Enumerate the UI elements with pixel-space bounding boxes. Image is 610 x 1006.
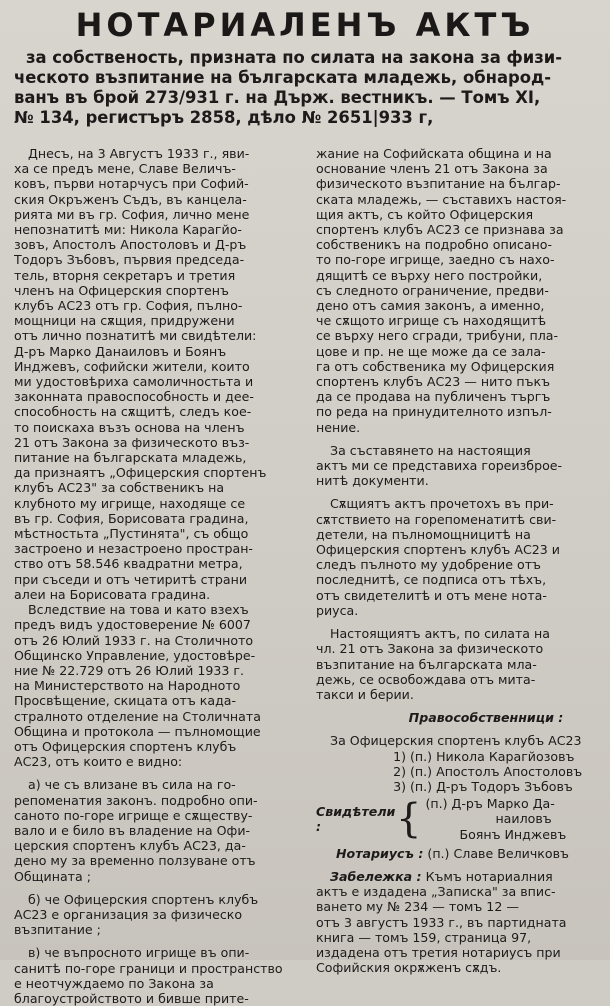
text-line: собственикъ на подробно описано-	[316, 237, 553, 253]
witnesses-list	[425, 796, 566, 842]
text-line: алеи на Борисовата градина.	[14, 586, 211, 602]
text-line: възпитание на българската мла-	[316, 656, 537, 672]
notary-line	[316, 846, 596, 861]
text-line: застроено и незастроено простран-	[14, 541, 253, 557]
text-line: при съседи и отъ четиритѣ страни	[14, 571, 248, 587]
witness-line: (п.) Д-ръ Марко Да-	[425, 796, 555, 812]
note-first-line	[316, 869, 596, 884]
text-line: на Министерството на Народното	[14, 678, 241, 694]
body-columns	[14, 146, 596, 1006]
text-line: ския Окръженъ Съдъ, въ канцела-	[14, 191, 247, 207]
text-line: основание членъ 21 отъ Закона за	[316, 161, 548, 177]
text-line: саното по-горе игрище е сѫществу-	[14, 807, 253, 823]
subtitle-line: № 134, регистъръ 2858, дѣло № 2651|933 г,	[14, 108, 434, 127]
text-line: е неотчуждаемо по Закона за	[14, 975, 214, 991]
right-column-text	[316, 146, 596, 702]
note-line: Софийския окрѫженъ сѫдъ.	[316, 960, 502, 976]
note-label: Забележка :	[330, 868, 422, 884]
text-line: клубното му игрище, находяще се	[14, 495, 246, 511]
text-line: способность на сѫщитѣ, следъ кое-	[14, 404, 252, 420]
text-line: да признаятъ „Офицерския спортенъ	[14, 465, 267, 481]
text-line: законната правоспособность и дее-	[14, 389, 254, 405]
text-line: Д-ръ Марко Данаиловъ и Боянъ	[14, 343, 227, 359]
document-title: НОТАРИАЛЕНЪ АКТЪ	[75, 6, 535, 44]
owner-number: 1)	[393, 748, 406, 764]
text-line: се върху него сгради, трибуни, пла-	[316, 328, 559, 344]
text-line: членъ на Офицерския спортенъ	[14, 282, 229, 298]
owner-line	[386, 749, 596, 764]
left-column	[14, 146, 294, 1006]
text-line: то поискаха възъ основа на членъ	[14, 419, 245, 435]
text-line: За съставянето на настоящия	[330, 442, 531, 458]
note-block	[316, 869, 596, 975]
text-line: спортенъ клубъ АС23 се признава за	[316, 222, 564, 238]
text-line: дено отъ самия законъ, а именно,	[316, 298, 545, 314]
text-line: Тодоръ Зъбовъ, първия председа-	[14, 252, 245, 268]
text-line: в) че въпросното игрище въ опи-	[28, 945, 250, 961]
subtitle-line: ческото възпитание на българската младежь, обнарод-	[14, 68, 552, 87]
owners-block	[316, 710, 596, 794]
text-line: да се продава на публиченъ търгъ	[316, 389, 551, 405]
text-line: рията ми въ гр. София, лично мене	[14, 206, 250, 222]
text-line: следъ пълното му удобрение отъ	[316, 557, 541, 573]
text-line: репоменатия законъ. подробно опи-	[14, 792, 258, 808]
text-line: нение.	[316, 419, 361, 435]
text-line: стралното отделение на Столичната	[14, 708, 261, 724]
text-line: въ гр. София, Борисовата градина,	[14, 510, 249, 526]
text-line: санитѣ по-горе граници и пространство	[14, 960, 283, 976]
text-line: последнитѣ, се подписа отъ тѣхъ,	[316, 572, 547, 588]
note-line: Къмъ нотариалния	[425, 868, 553, 884]
text-line: предъ видъ удостоверение № 6007	[14, 617, 251, 633]
text-line: ха се предъ мене, Славе Величъ-	[14, 161, 236, 177]
text-line: непознатитѣ ми: Никола Карагйо-	[14, 222, 242, 238]
text-line: Офицерския спортенъ клубъ АС23 и	[316, 542, 560, 558]
text-line: зовъ, Апостолъ Апостоловъ и Д-ръ	[14, 237, 247, 253]
text-line: б) че Офицерския спортенъ клубъ	[28, 891, 259, 907]
owner-line	[386, 779, 596, 794]
text-line: сѫтствието на горепоменатитѣ сви-	[316, 511, 557, 527]
text-line: мѣстностьта „Пустинята", съ общо	[14, 526, 249, 542]
right-column	[316, 146, 596, 1006]
text-line: съ следното ограничение, предви-	[316, 282, 549, 298]
text-line: Настоящиятъ актъ, по силата на	[330, 626, 550, 642]
text-line: цове и пр. не ще може да се зала-	[316, 343, 546, 359]
text-line: благоустройството и бивше прите-	[14, 990, 249, 1006]
text-line: възпитание ;	[14, 922, 101, 938]
text-line: церския спортенъ клубъ АС23, да-	[14, 838, 246, 854]
text-line: га отъ собственика му Офицерския	[316, 358, 555, 374]
text-line: чл. 21 отъ Закона за физическото	[316, 641, 544, 657]
text-line: а) че съ влизане въ сила на го-	[28, 777, 236, 793]
text-line: ние № 22.729 отъ 26 Юлий 1933 г.	[14, 662, 245, 678]
text-line: ми удостовѣриха самоличностьта и	[14, 374, 254, 390]
text-line: Общинско Управление, удостовѣре-	[14, 647, 256, 663]
text-line: дежь, се освобождава отъ мита-	[316, 671, 536, 687]
text-line: дящитѣ се върху него постройки,	[316, 267, 543, 283]
text-line: клубъ АС23" за собственикъ на	[14, 480, 225, 496]
note-line: актъ е издадена „Записка" за впис-	[316, 884, 556, 900]
owner-line	[386, 764, 596, 779]
text-line: спортенъ клубъ АС23 — нито пъкъ	[316, 374, 550, 390]
text-line: щия актъ, съ който Офицерския	[316, 206, 534, 222]
text-line: АС23, отъ които е видно:	[14, 754, 183, 770]
text-line: Сѫщиятъ актъ прочетохъ въ при-	[330, 496, 554, 512]
text-line: отъ лично познатитѣ ми свидѣтели:	[14, 328, 257, 344]
text-line: Община и протокола — пълномощие	[14, 723, 261, 739]
text-line: Просвѣщение, скицата отъ када-	[14, 693, 237, 709]
text-line: такси и берии.	[316, 686, 414, 702]
owner-number: 2)	[393, 763, 406, 779]
notary-value: (п.) Славе Величковъ	[427, 845, 569, 861]
text-line: отъ свидетелитѣ и отъ мене нота-	[316, 587, 547, 603]
text-line: Общината ;	[14, 868, 91, 884]
owner-number: 3)	[393, 778, 406, 794]
brace-glyph: {	[396, 795, 422, 842]
witness-line: Боянъ Инджевъ	[459, 826, 567, 842]
text-line: ство отъ 58.546 квадратни метра,	[14, 556, 243, 572]
document-subtitle	[14, 48, 596, 128]
text-line: Вследствие на това и като взехъ	[28, 602, 249, 618]
text-line: риуса.	[316, 602, 359, 618]
owners-for-line: За Офицерския спортенъ клубъ АС23	[330, 733, 582, 749]
text-line: отъ 26 Юлий 1933 г. на Столичното	[14, 632, 254, 648]
text-line: АС23 е организация за физическо	[14, 906, 243, 922]
text-line: 21 отъ Закона за физическото въз-	[14, 434, 250, 450]
subtitle-line: ванъ въ брой 273/931 г. на Държ. вестникъ. — Томъ XI,	[14, 88, 541, 107]
text-line: клубъ АС23 отъ гр. София, пълно-	[14, 298, 243, 314]
text-line: актъ ми се представиха гореизброе-	[316, 458, 563, 474]
text-line: тель, вторня секретаръ и третия	[14, 267, 236, 283]
text-line: мощници на сѫщия, придружени	[14, 313, 235, 329]
witness-line: наиловъ	[495, 811, 552, 827]
witnesses-label: Свидѣтели :	[316, 803, 396, 834]
text-line: питание на българската младежь,	[14, 450, 247, 466]
text-line: отъ Офицерския спортенъ клубъ	[14, 738, 237, 754]
text-line: дено му за временно ползуване отъ	[14, 853, 256, 869]
text-line: детели, на пълномощницитѣ на	[316, 526, 531, 542]
note-line: ването му № 234 — томъ 12 —	[316, 899, 519, 915]
subtitle-line: за собственость, призната по силата на закона за физи-	[26, 48, 563, 67]
text-line: вало и е било въ владение на Офи-	[14, 822, 251, 838]
text-line: жание на Софийската община и на	[316, 146, 552, 161]
notary-label: Нотариусъ :	[336, 845, 424, 861]
text-line: по реда на принудителното изпъл-	[316, 404, 552, 420]
note-line: издадена отъ третия нотариусъ при	[316, 944, 561, 960]
witnesses-block	[316, 796, 596, 842]
owners-list	[316, 749, 596, 795]
text-line: ската младежь, — съставихъ настоя-	[316, 191, 567, 207]
text-line: нитѣ документи.	[316, 473, 429, 489]
owner-name: (п.) Никола Карагйозовъ	[410, 748, 575, 764]
owners-heading: Правособственници :	[408, 710, 564, 726]
text-line: ковъ, първи нотарчусъ при Софий-	[14, 176, 249, 192]
note-line: отъ 3 августъ 1933 г., въ партидната	[316, 914, 567, 930]
note-line: книга — томъ 159, страница 97,	[316, 929, 532, 945]
text-line: Инджевъ, софийски жители, които	[14, 358, 250, 374]
text-line: Днесъ, на 3 Августъ 1933 г., яви-	[28, 146, 250, 161]
owner-name: (п.) Д-ръ Тодоръ Зъбовъ	[410, 778, 573, 794]
owner-name: (п.) Апостолъ Апостоловъ	[410, 763, 583, 779]
text-line: физическото възпитание на българ-	[316, 176, 561, 192]
text-line: то по-горе игрище, заедно съ нахо-	[316, 252, 555, 268]
text-line: че сѫщото игрище съ находящитѣ	[316, 313, 547, 329]
